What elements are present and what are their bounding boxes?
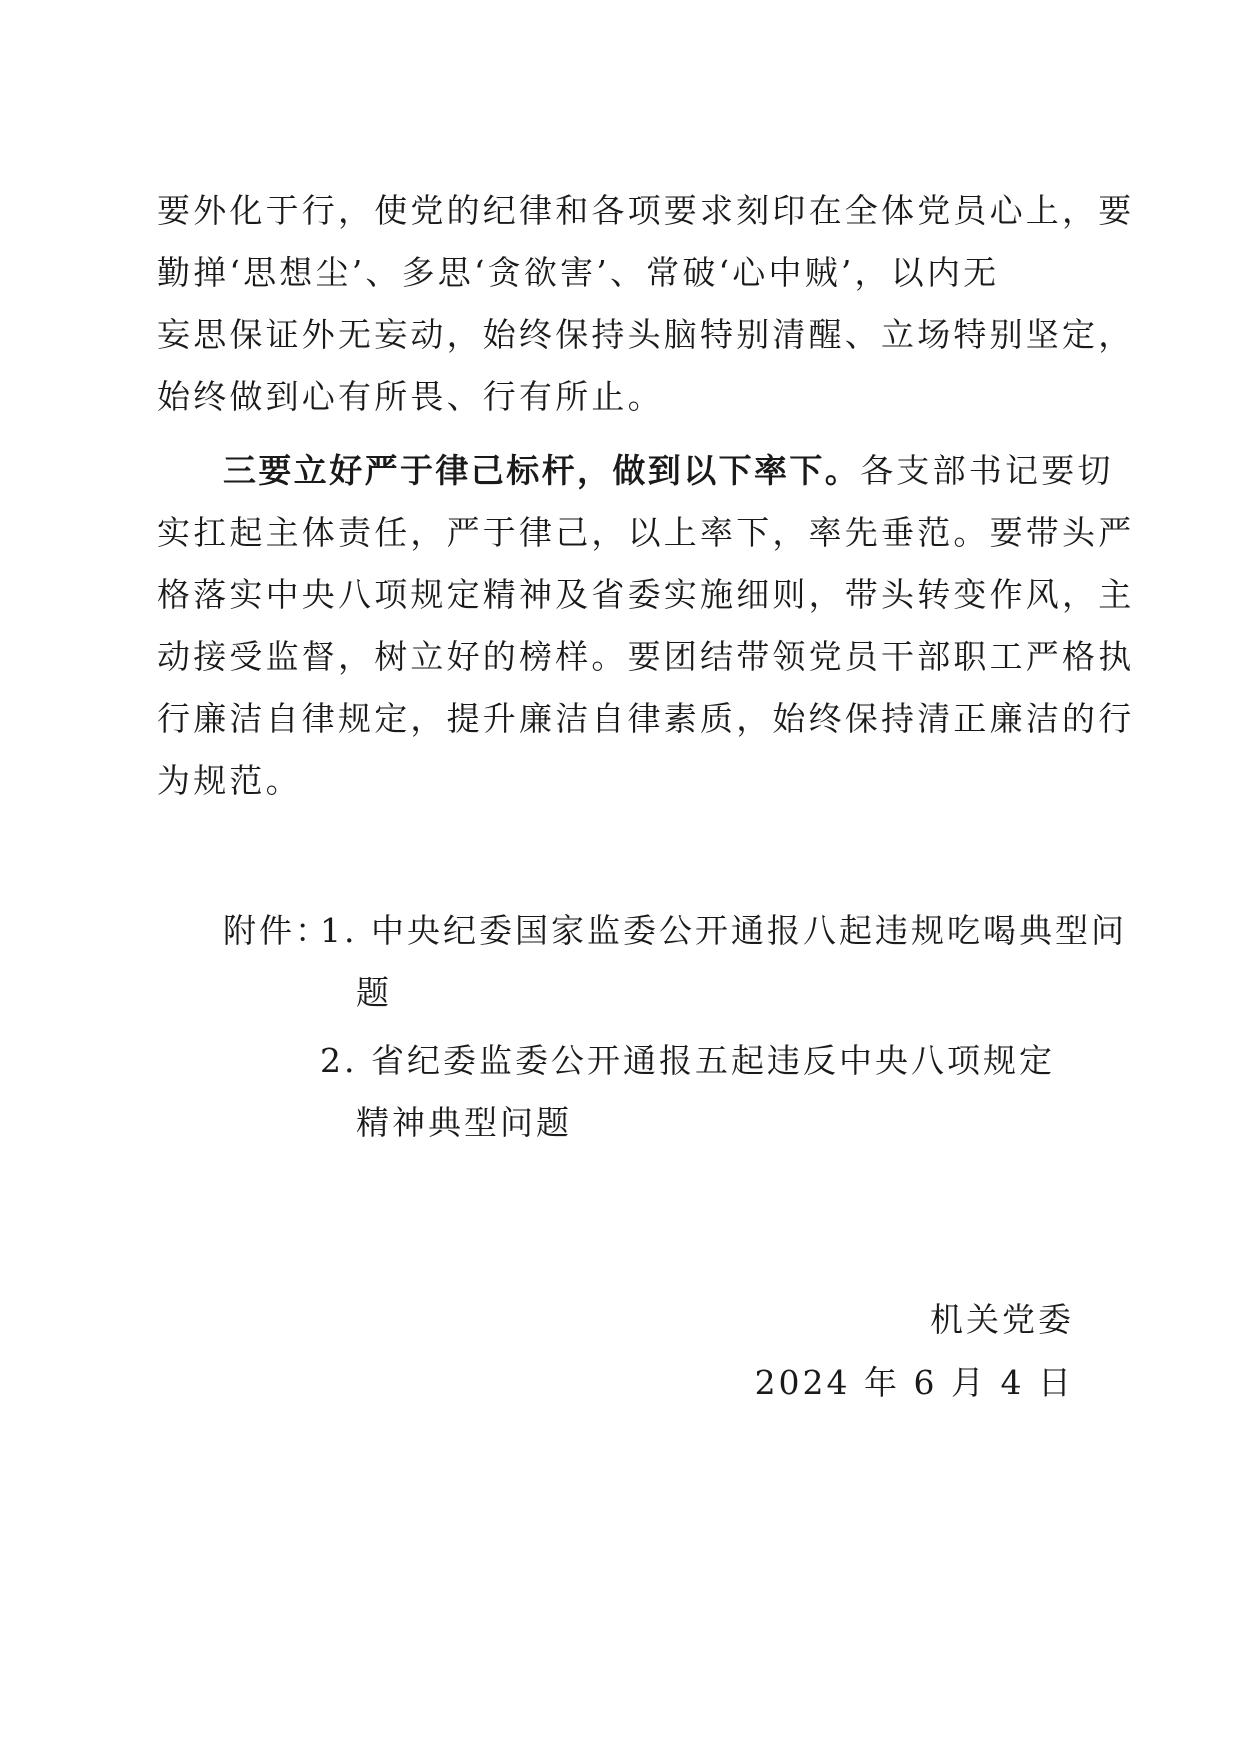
paragraph-2-line-1: 要外化于行，使党的纪律和各项要求刻印在全体党员心上，要 bbox=[157, 191, 1135, 230]
paragraph-2-line-4: 始终做到心有所畏、行有所止。 bbox=[157, 377, 664, 416]
paragraph-3-line-1-rest: 各支部书记要切 bbox=[860, 451, 1114, 490]
attachment-1-line-2: 题 bbox=[356, 973, 392, 1012]
paragraph-2-line-2: 勤掸‘思想尘’、多思‘贪欲害’、常破‘心中贼’，以内无 bbox=[157, 253, 1000, 292]
paragraph-3-lead: 三要立好严于律己标杆，做到以下率下。 bbox=[223, 451, 861, 490]
attachment-2-line-2: 精神典型问题 bbox=[356, 1103, 572, 1142]
paragraph-3-line-3: 格落实中央八项规定精神及省委实施细则，带头转变作风，主 bbox=[157, 575, 1135, 614]
signature-date: 2024 年 6 月 4 日 bbox=[754, 1363, 1074, 1402]
paragraph-3-line-2: 实扛起主体责任，严于律己，以上率下，率先垂范。要带头严 bbox=[157, 513, 1135, 552]
paragraph-3-line-5: 行廉洁自律规定，提升廉洁自律素质，始终保持清正廉洁的行 bbox=[157, 699, 1135, 738]
signature-organization: 机关党委 bbox=[930, 1300, 1074, 1339]
paragraph-3-line-4: 动接受监督，树立好的榜样。要团结带领党员干部职工严格执 bbox=[157, 637, 1135, 676]
attachments-label: 附件： bbox=[223, 911, 331, 950]
attachment-2-line-1: 2. 省纪委监委公开通报五起违反中央八项规定 bbox=[320, 1041, 1055, 1080]
paragraph-2-line-3: 妄思保证外无妄动，始终保持头脑特别清醒、立场特别坚定， bbox=[157, 315, 1135, 354]
paragraph-3-line-6: 为规范。 bbox=[157, 761, 302, 800]
paragraph-3-line-1 bbox=[223, 451, 1114, 491]
attachment-1-line-1: 1. 中央纪委国家监委公开通报八起违规吃喝典型问 bbox=[320, 911, 1127, 950]
